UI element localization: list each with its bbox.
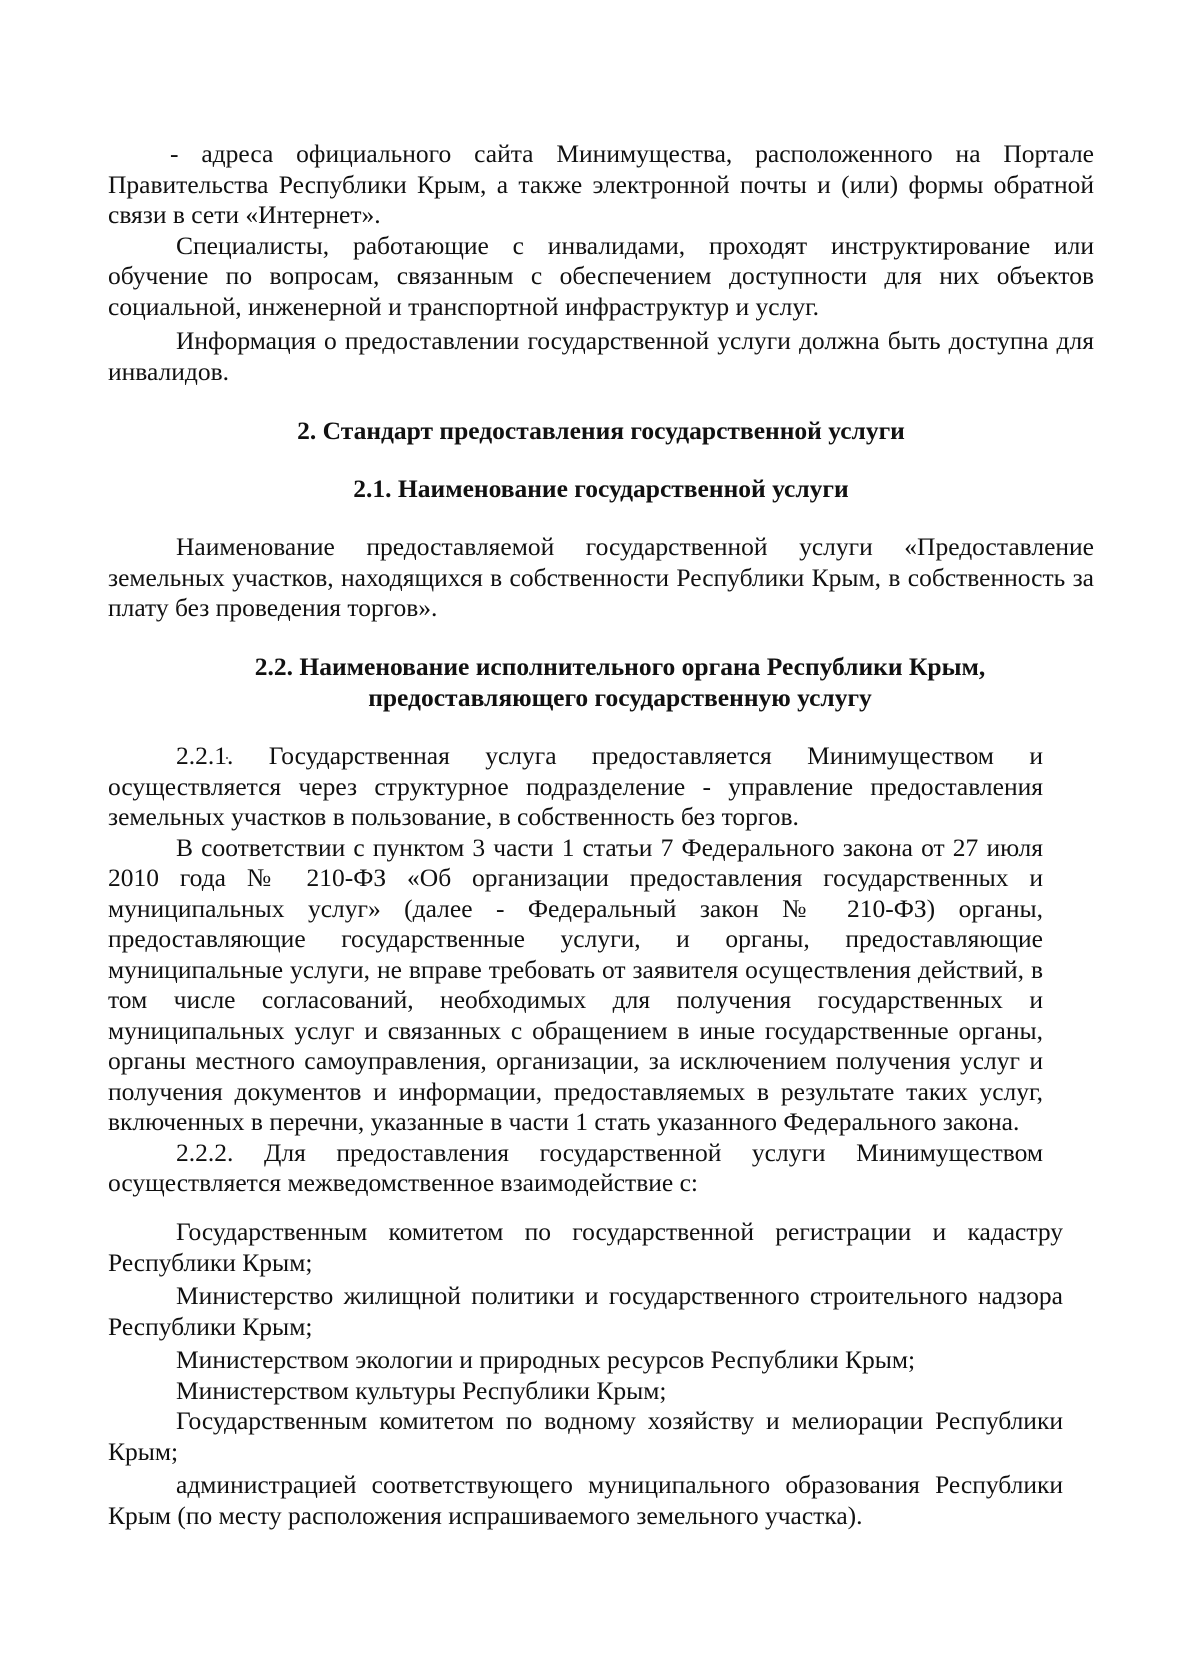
subsection-heading-block [108, 473, 1094, 504]
section-2-2-body [108, 741, 1043, 1199]
list-item: Министерство жилищной политики и государственного строительного надзора Республики Крым; [108, 1281, 1063, 1341]
section-heading: 2. Стандарт предоставления государственной услуги [297, 416, 905, 445]
list-item: Государственным комитетом по государственной регистрации и кадастру Республики Крым; [108, 1217, 1063, 1277]
subsection-heading-line2: предоставляющего государственную услугу [368, 683, 872, 712]
subsection-heading: 2.1. Наименование государственной услуги [353, 474, 849, 503]
subsection-heading-line1: 2.2. Наименование исполнительного органа Республики Крым, [254, 652, 986, 681]
paragraph: 2.2.2. Для предоставления государственной услуги Минимуществом осуществляется межведомственное взаимодействие с: [108, 1137, 1043, 1197]
paragraph: Специалисты, работающие с инвалидами, проходят инструктирование или обучение по вопросам, связанным с обеспечением доступности для них объектов социальной, инженерной и транспортной инфраструктур и услуг. [108, 230, 1094, 321]
intro-block [108, 139, 1094, 387]
paragraph: Информация о предоставлении государственной услуги должна быть доступна для инвалидов. [108, 326, 1094, 386]
list-item: Министерством экологии и природных ресурсов Республики Крым; [176, 1345, 916, 1374]
list-item: администрацией соответствующего муниципального образования Республики Крым (по месту расположения испрашиваемого земельного участка). [108, 1470, 1063, 1530]
section-2-1-body [108, 532, 1094, 624]
paragraph: Наименование предоставляемой государственной услуги «Предоставление земельных участков, находящихся в собственности Республики Крым, в собственность за плату без проведения торгов». [108, 532, 1094, 622]
subsection-heading-block [200, 651, 1040, 713]
paragraph: В соответствии с пунктом 3 части 1 статьи 7 Федерального закона от 27 июля 2010 года № 210-ФЗ «Об организации предоставления государственных и муниципальных услуг» (далее - Федеральный закон № 210-ФЗ) органы, предоставляющие государственные услуги, и органы, предоставляющие муниципальные услуги, не вправе требовать от заявителя осуществления действий, в том числе согласований, необходимых для получения государственных и муниципальных услуг и связанных с обращением в иные государственные органы, органы местного самоуправления, организации, за исключением получения услуг и получения документов и информации, предоставляемых в результате таких услуг, включенных в перечни, указанные в части 1 стать указанного Федерального закона. [108, 832, 1043, 1136]
interaction-list [108, 1217, 1063, 1531]
list-item: Министерством культуры Республики Крым; [176, 1375, 667, 1405]
list-item: Государственным комитетом по водному хозяйству и мелиорации Республики Крым; [108, 1406, 1063, 1466]
paragraph: 2.2.1. Государственная услуга предоставляется Минимуществом и осуществляется через структурное подразделение - управление предоставления земельных участков в пользование, в собственность без торгов. [108, 741, 1043, 831]
paragraph: - адреса официального сайта Минимущества, расположенного на Портале Правительства Республики Крым, а также электронной почты и (или) формы обратной связи в сети «Интернет». [108, 139, 1094, 229]
section-heading-block [108, 415, 1094, 446]
